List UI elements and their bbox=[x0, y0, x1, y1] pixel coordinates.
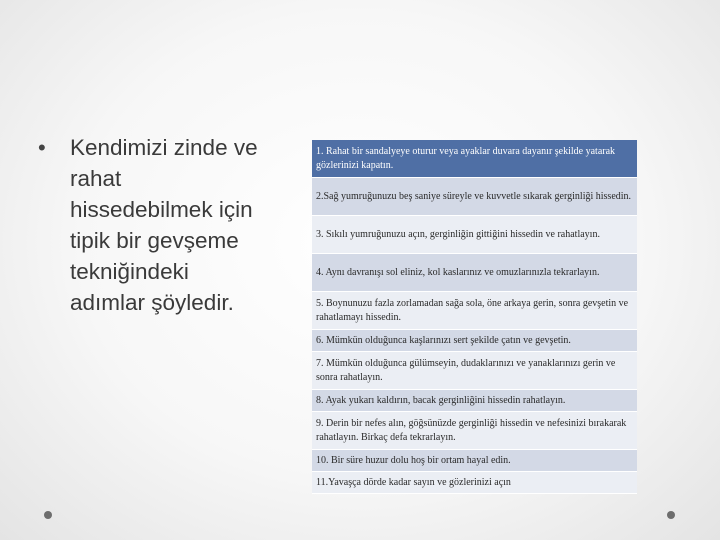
table-row bbox=[312, 472, 637, 494]
bullet-symbol: • bbox=[38, 135, 46, 160]
table-row bbox=[312, 140, 637, 178]
table-cell: 1. Rahat bir sandalyeye oturur veya ayaklar duvara dayanır şekilde yatarak gözlerinizi kapatın. bbox=[312, 140, 637, 178]
bullet-point bbox=[38, 132, 268, 318]
table-cell: 6. Mümkün olduğunca kaşlarınızı sert şekilde çatın ve gevşetin. bbox=[312, 330, 637, 352]
table-row bbox=[312, 292, 637, 330]
bullet-text: Kendimizi zinde ve rahat hissedebilmek için tipik bir gevşeme tekniğindeki adımlar şöyledir. bbox=[70, 135, 258, 315]
table-cell: 8. Ayak yukarı kaldırın, bacak gerginliğini hissedin rahatlayın. bbox=[312, 390, 637, 412]
table-cell: 4. Aynı davranışı sol eliniz, kol kaslarınız ve omuzlarınızla tekrarlayın. bbox=[312, 254, 637, 292]
table-row bbox=[312, 254, 637, 292]
table-cell: 11.Yavaşça dörde kadar sayın ve gözlerinizi açın bbox=[312, 472, 637, 494]
table-cell: 9. Derin bir nefes alın, göğsünüzde gerginliği hissedin ve nefesinizi bırakarak rahatlayın. Birkaç defa tekrarlayın. bbox=[312, 412, 637, 450]
table-row bbox=[312, 450, 637, 472]
table-cell: 10. Bir süre huzur dolu hoş bir ortam hayal edin. bbox=[312, 450, 637, 472]
table-row bbox=[312, 178, 637, 216]
slide-nav-dot-left bbox=[44, 511, 52, 519]
table-cell: 5. Boynunuzu fazla zorlamadan sağa sola, öne arkaya gerin, sonra gevşetin ve rahatlamayı hissedin. bbox=[312, 292, 637, 330]
table-row bbox=[312, 216, 637, 254]
table-row bbox=[312, 330, 637, 352]
table-cell: 2.Sağ yumruğunuzu beş saniye süreyle ve kuvvetle sıkarak gerginliği hissedin. bbox=[312, 178, 637, 216]
table-row bbox=[312, 390, 637, 412]
relaxation-steps-table bbox=[312, 140, 637, 494]
table-row bbox=[312, 412, 637, 450]
table-cell: 3. Sıkılı yumruğunuzu açın, gerginliğin gittiğini hissedin ve rahatlayın. bbox=[312, 216, 637, 254]
table-cell: 7. Mümkün olduğunca gülümseyin, dudaklarınızı ve yanaklarınızı gerin ve sonra rahatlayın. bbox=[312, 352, 637, 390]
slide-nav-dot-right bbox=[667, 511, 675, 519]
table-row bbox=[312, 352, 637, 390]
